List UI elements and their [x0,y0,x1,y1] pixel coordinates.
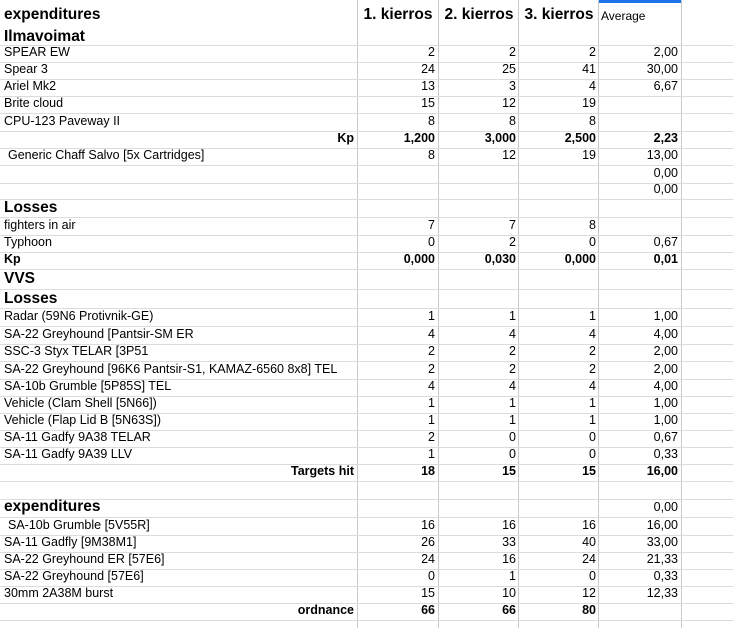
value-cell-col-2[interactable]: 2 [509,235,516,249]
value-cell-col-1[interactable]: 4 [428,327,435,341]
row-label-cell[interactable]: CPU-123 Paveway II [4,114,121,128]
table-row [0,429,733,447]
value-cell-col-4[interactable]: 0,00 [653,182,678,196]
table-row [0,517,733,535]
value-cell-col-4[interactable]: 0,00 [653,166,678,180]
value-cell-col-1[interactable]: 2 [428,362,435,376]
table-row [0,568,733,586]
value-cell-col-1[interactable] [358,28,438,45]
value-cell-col-1[interactable]: 1 [428,447,435,461]
value-cell-col-3[interactable]: 1 [589,396,596,410]
value-cell-col-1[interactable] [358,289,438,308]
value-cell-col-3[interactable] [519,497,599,517]
value-cell-col-4[interactable]: 16,00 [646,464,678,478]
grid-line [0,620,733,621]
value-cell-col-3[interactable]: 0 [589,569,596,583]
value-cell-col-3[interactable]: 24 [582,552,596,566]
value-cell-col-3[interactable]: 0 [589,235,596,249]
value-cell-col-4[interactable]: 0,00 [653,500,678,514]
table-row [0,251,733,269]
table-row [0,395,733,413]
value-cell-col-4[interactable]: 16,00 [646,518,678,532]
value-cell-col-3[interactable]: 19 [582,96,596,110]
row-label-cell[interactable]: ordnance [297,603,354,617]
value-cell-col-2[interactable]: 0 [509,447,516,461]
row-label-cell[interactable]: SSC-3 Styx TELAR [3P51 [4,344,149,358]
value-cell-col-1[interactable]: 24 [421,552,435,566]
row-label-cell[interactable]: SA-10b Grumble [5P85S] TEL [4,379,172,393]
value-cell-col-1[interactable]: 7 [428,218,435,232]
row-label-cell[interactable]: SPEAR EW [4,45,70,59]
value-cell-col-3[interactable] [519,165,599,183]
row-label-cell[interactable]: SA-22 Greyhound [57E6] [4,569,144,583]
value-cell-col-3[interactable]: 80 [582,603,596,617]
value-cell-col-3[interactable]: 0,000 [564,252,596,266]
value-cell-col-4[interactable]: 0,67 [653,430,678,444]
value-cell-col-4[interactable]: 1,00 [653,396,678,410]
row-label-cell[interactable]: Typhoon [4,235,52,249]
table-row [0,551,733,569]
table-row [0,446,733,464]
value-cell-col-4[interactable] [599,28,681,45]
value-cell-col-3[interactable]: 8 [589,114,596,128]
value-cell-col-2[interactable]: 10 [502,586,516,600]
row-label-cell[interactable]: Losses [4,199,58,216]
value-cell-col-3[interactable]: 1 [589,413,596,427]
value-cell-col-4[interactable]: 4,00 [653,379,678,393]
value-cell-col-4[interactable] [599,269,681,289]
value-cell-col-1[interactable]: 8 [428,114,435,128]
table-row [0,198,733,217]
table-row [0,147,733,165]
value-cell-col-2[interactable] [439,497,519,517]
row-label-cell[interactable]: VVS [4,270,36,287]
row-label-cell[interactable]: SA-11 Gadfly [9M38M1] [4,535,137,549]
value-cell-col-1[interactable]: 66 [421,603,435,617]
row-label-cell[interactable]: SA-11 Gadfy 9A39 LLV [4,447,133,461]
row-label-cell[interactable]: Targets hit [291,464,354,478]
table-row [0,289,733,308]
value-cell-col-3[interactable] [519,269,599,289]
row-label-cell[interactable] [4,181,357,199]
table-row [0,497,733,517]
value-cell-col-2[interactable]: 3,000 [484,131,516,145]
row-label-cell[interactable]: Brite cloud [4,96,64,110]
row-label-cell[interactable]: SA-10b Grumble [5V55R] [8,518,150,532]
value-cell-col-3[interactable]: 15 [582,464,596,478]
value-cell-col-3[interactable]: 2 [589,362,596,376]
value-cell-col-1[interactable]: 4 [428,379,435,393]
value-cell-col-1[interactable]: 16 [421,518,435,532]
value-cell-col-2[interactable] [439,198,519,217]
value-cell-col-4[interactable] [599,95,681,113]
value-cell-col-2[interactable]: 1 [509,569,516,583]
value-cell-col-3[interactable]: 0 [589,447,596,461]
value-cell-col-1[interactable]: 18 [421,464,435,478]
value-cell-col-1[interactable] [358,497,438,517]
row-label-cell[interactable]: Radar (59N6 Protivnik-GE) [4,309,154,323]
value-cell-col-4[interactable]: 0,01 [653,252,678,266]
value-cell-col-4[interactable] [599,289,681,308]
header-col-1[interactable]: 1. kierros [363,6,433,23]
value-cell-col-2[interactable]: 0 [509,430,516,444]
table-row [0,308,733,326]
value-cell-col-4[interactable]: 0,33 [653,447,678,461]
value-cell-col-3[interactable]: 16 [582,518,596,532]
value-cell-col-3[interactable]: 2 [589,45,596,59]
value-cell-col-2[interactable]: 16 [502,518,516,532]
row-label-cell[interactable]: Spear 3 [4,62,48,76]
value-cell-col-3[interactable]: 2,500 [564,131,596,145]
value-cell-col-1[interactable]: 8 [428,148,435,162]
value-cell-col-3[interactable]: 19 [582,148,596,162]
table-row [0,44,733,62]
value-cell-col-2[interactable]: 7 [509,218,516,232]
value-cell-col-2[interactable]: 66 [502,603,516,617]
value-cell-col-3[interactable]: 2 [589,344,596,358]
value-cell-col-2[interactable]: 12 [502,96,516,110]
table-row [0,78,733,96]
value-cell-col-2[interactable]: 33 [502,535,516,549]
value-cell-col-3[interactable] [519,181,599,199]
row-label-cell[interactable]: SA-22 Greyhound [Pantsir-SM ER [4,327,194,341]
value-cell-col-1[interactable]: 15 [421,586,435,600]
value-cell-col-2[interactable] [439,481,519,499]
value-cell-col-4[interactable]: 1,00 [653,413,678,427]
value-cell-col-2[interactable]: 1 [509,413,516,427]
header-title[interactable]: expenditures [4,6,101,23]
value-cell-col-2[interactable]: 1 [509,309,516,323]
row-label-cell[interactable]: Vehicle (Flap Lid B [5N63S]) [4,413,162,427]
value-cell-col-4[interactable] [599,198,681,217]
value-cell-col-1[interactable] [358,198,438,217]
value-cell-col-3[interactable]: 41 [582,62,596,76]
value-cell-col-2[interactable]: 12 [502,148,516,162]
table-row [0,326,733,344]
header-col-average[interactable]: Average [601,9,646,23]
table-row [0,343,733,361]
row-label-cell[interactable]: Kp [4,252,21,266]
value-cell-col-3[interactable]: 4 [589,79,596,93]
value-cell-col-1[interactable]: 0 [428,569,435,583]
row-label-cell[interactable]: Generic Chaff Salvo [5x Cartridges] [8,148,205,162]
value-cell-col-1[interactable] [358,165,438,183]
header-col-3[interactable]: 3. kierros [524,6,594,23]
value-cell-col-2[interactable] [439,181,519,199]
table-row [0,602,733,620]
value-cell-col-1[interactable]: 2 [428,45,435,59]
row-label-cell[interactable]: Vehicle (Clam Shell [5N66]) [4,396,157,410]
value-cell-col-1[interactable]: 15 [421,96,435,110]
row-label-cell[interactable]: Losses [4,290,58,307]
value-cell-col-4[interactable] [599,602,681,620]
value-cell-col-3[interactable]: 12 [582,586,596,600]
value-cell-col-2[interactable]: 4 [509,379,516,393]
value-cell-col-4[interactable]: 2,00 [653,362,678,376]
table-row [0,217,733,235]
value-cell-col-1[interactable]: 1 [428,396,435,410]
row-label-cell[interactable]: SA-22 Greyhound [96K6 Pantsir-S1, KAMAZ-6560 8x8] TEL [4,362,338,376]
table-row [0,95,733,113]
value-cell-col-3[interactable] [519,198,599,217]
table-row [0,61,733,79]
value-cell-col-1[interactable]: 0 [428,235,435,249]
value-cell-col-3[interactable] [519,28,599,45]
value-cell-col-2[interactable]: 1 [509,396,516,410]
header-row [0,3,733,28]
value-cell-col-1[interactable]: 2 [428,344,435,358]
value-cell-col-1[interactable] [358,481,438,499]
table-row [0,463,733,481]
value-cell-col-4[interactable]: 2,00 [653,344,678,358]
value-cell-col-2[interactable] [439,28,519,45]
table-row [0,181,733,199]
row-label-cell[interactable]: SA-22 Greyhound ER [57E6] [4,552,165,566]
header-col-2[interactable]: 2. kierros [444,6,514,23]
value-cell-col-1[interactable]: 26 [421,535,435,549]
row-label-cell[interactable]: SA-11 Gadfy 9A38 TELAR [4,430,151,444]
value-cell-col-4[interactable]: 12,33 [646,586,678,600]
row-label-cell[interactable]: expenditures [4,498,101,515]
value-cell-col-4[interactable]: 6,67 [653,79,678,93]
value-cell-col-4[interactable]: 4,00 [653,327,678,341]
value-cell-col-4[interactable]: 21,33 [646,552,678,566]
value-cell-col-4[interactable] [599,217,681,235]
value-cell-col-2[interactable]: 0,030 [484,252,516,266]
value-cell-col-3[interactable]: 40 [582,535,596,549]
value-cell-col-4[interactable]: 33,00 [646,535,678,549]
table-row [0,234,733,252]
value-cell-col-2[interactable]: 2 [509,344,516,358]
row-label-cell[interactable]: Ariel Mk2 [4,79,57,93]
row-label-cell[interactable]: Kp [337,131,354,145]
table-row [0,28,733,45]
value-cell-col-4[interactable]: 30,00 [646,62,678,76]
table-row [0,534,733,552]
value-cell-col-1[interactable]: 1 [428,309,435,323]
value-cell-col-2[interactable] [439,165,519,183]
value-cell-col-1[interactable]: 0,000 [403,252,435,266]
value-cell-col-3[interactable] [519,481,599,499]
table-row [0,113,733,131]
value-cell-col-2[interactable]: 16 [502,552,516,566]
table-row [0,361,733,379]
value-cell-col-2[interactable]: 3 [509,79,516,93]
table-row [0,585,733,603]
table-row [0,130,733,148]
value-cell-col-3[interactable]: 8 [589,218,596,232]
value-cell-col-2[interactable]: 25 [502,62,516,76]
row-label-cell[interactable] [4,165,357,183]
row-label-cell[interactable]: fighters in air [4,218,76,232]
table-row [0,481,733,499]
value-cell-col-3[interactable]: 4 [589,379,596,393]
value-cell-col-2[interactable]: 4 [509,327,516,341]
value-cell-col-1[interactable]: 1,200 [403,131,435,145]
value-cell-col-4[interactable]: 2,23 [653,131,678,145]
value-cell-col-1[interactable] [358,269,438,289]
value-cell-col-3[interactable]: 1 [589,309,596,323]
row-label-cell[interactable] [4,481,357,499]
value-cell-col-4[interactable]: 2,00 [653,45,678,59]
value-cell-col-1[interactable]: 24 [421,62,435,76]
value-cell-col-3[interactable]: 0 [589,430,596,444]
value-cell-col-4[interactable]: 13,00 [646,148,678,162]
value-cell-col-4[interactable] [599,481,681,499]
value-cell-col-3[interactable] [519,289,599,308]
table-row [0,165,733,183]
value-cell-col-2[interactable] [439,269,519,289]
value-cell-col-4[interactable] [599,113,681,131]
row-label-cell[interactable]: Ilmavoimat [4,28,85,45]
value-cell-col-2[interactable]: 2 [509,45,516,59]
value-cell-col-1[interactable] [358,181,438,199]
value-cell-col-2[interactable]: 8 [509,114,516,128]
table-row [0,412,733,430]
value-cell-col-2[interactable] [439,289,519,308]
value-cell-col-4[interactable]: 0,33 [653,569,678,583]
row-label-cell[interactable]: 30mm 2A38M burst [4,586,114,600]
value-cell-col-1[interactable]: 13 [421,79,435,93]
table-row [0,378,733,396]
value-cell-col-1[interactable]: 1 [428,413,435,427]
value-cell-col-4[interactable]: 1,00 [653,309,678,323]
table-row [0,269,733,289]
value-cell-col-3[interactable]: 4 [589,327,596,341]
value-cell-col-1[interactable]: 2 [428,430,435,444]
value-cell-col-2[interactable]: 15 [502,464,516,478]
value-cell-col-2[interactable]: 2 [509,362,516,376]
value-cell-col-4[interactable]: 0,67 [653,235,678,249]
